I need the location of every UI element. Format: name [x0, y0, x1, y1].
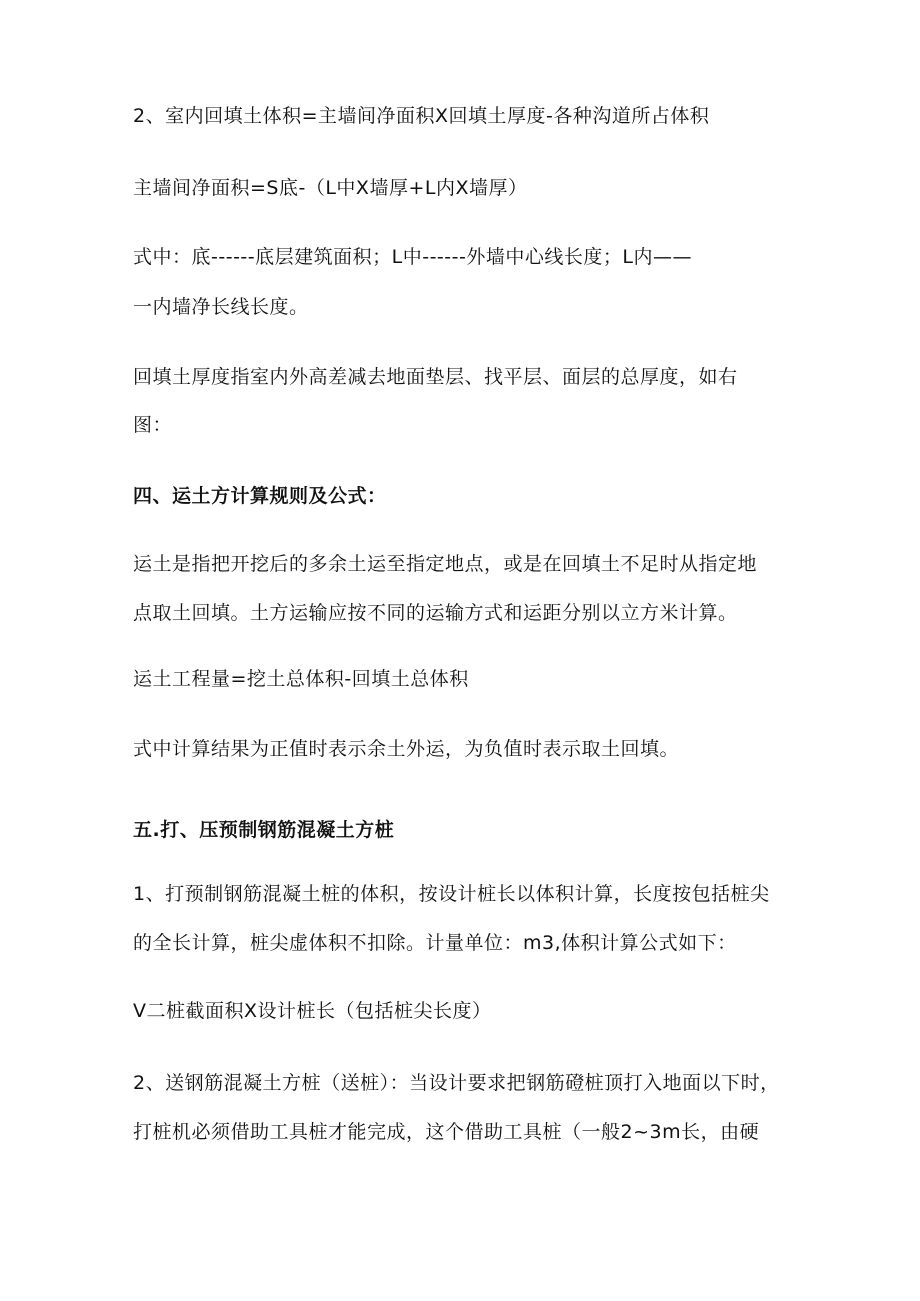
text-line-result-explanation: 式中计算结果为正值时表示余土外运，为负值时表示取土回填。 [133, 738, 680, 760]
text-line-transport-quantity-formula: 运土工程量=挖土总体积-回填土总体积 [133, 668, 469, 690]
text-line-backfill-thickness-cont: 图： [133, 414, 173, 436]
text-line-backfill-thickness: 回填土厚度指室内外高差减去地面垫层、找平层、面层的总厚度，如右 [133, 366, 738, 388]
text-line-earth-transport-def-cont: 点取土回填。土方运输应按不同的运输方式和运距分别以立方米计算。 [133, 602, 738, 624]
text-line-variable-definitions: 式中：底------底层建筑面积；L中------外墙中心线长度；L内—— [133, 246, 692, 268]
text-line-pile-volume-rule: 1、打预制钢筋混凝土桩的体积，按设计桩长以体积计算，长度按包括桩尖 [133, 883, 770, 905]
text-line-pile-volume-formula: V二桩截面积X设计桩长（包括桩尖长度） [133, 1000, 492, 1022]
text-line-variable-definitions-cont: 一内墙净长线长度。 [133, 296, 309, 318]
text-line-backfill-volume-formula: 2、室内回填土体积=主墙间净面积X回填土厚度-各种沟道所占体积 [133, 105, 710, 127]
text-line-earth-transport-def: 运土是指把开挖后的多余土运至指定地点，或是在回填土不足时从指定地 [133, 553, 758, 575]
text-line-net-area-formula: 主墙间净面积=S底-（L中X墙厚+L内X墙厚） [133, 177, 528, 199]
section-heading-earth-transport: 四、运土方计算规则及公式： [133, 485, 387, 507]
text-line-pile-sending: 2、送钢筋混凝土方桩（送桩）：当设计要求把钢筋磴桩顶打入地面以下时， [133, 1072, 780, 1094]
text-line-pile-sending-cont: 打桩机必须借助工具桩才能完成，这个借助工具桩（一般2~3m长，由硬 [133, 1121, 760, 1143]
text-line-pile-volume-rule-cont: 的全长计算，桩尖虚体积不扣除。计量单位：m3,体积计算公式如下： [133, 932, 737, 954]
section-heading-precast-piles: 五.打、压预制钢筋混凝土方桩 [133, 819, 395, 841]
